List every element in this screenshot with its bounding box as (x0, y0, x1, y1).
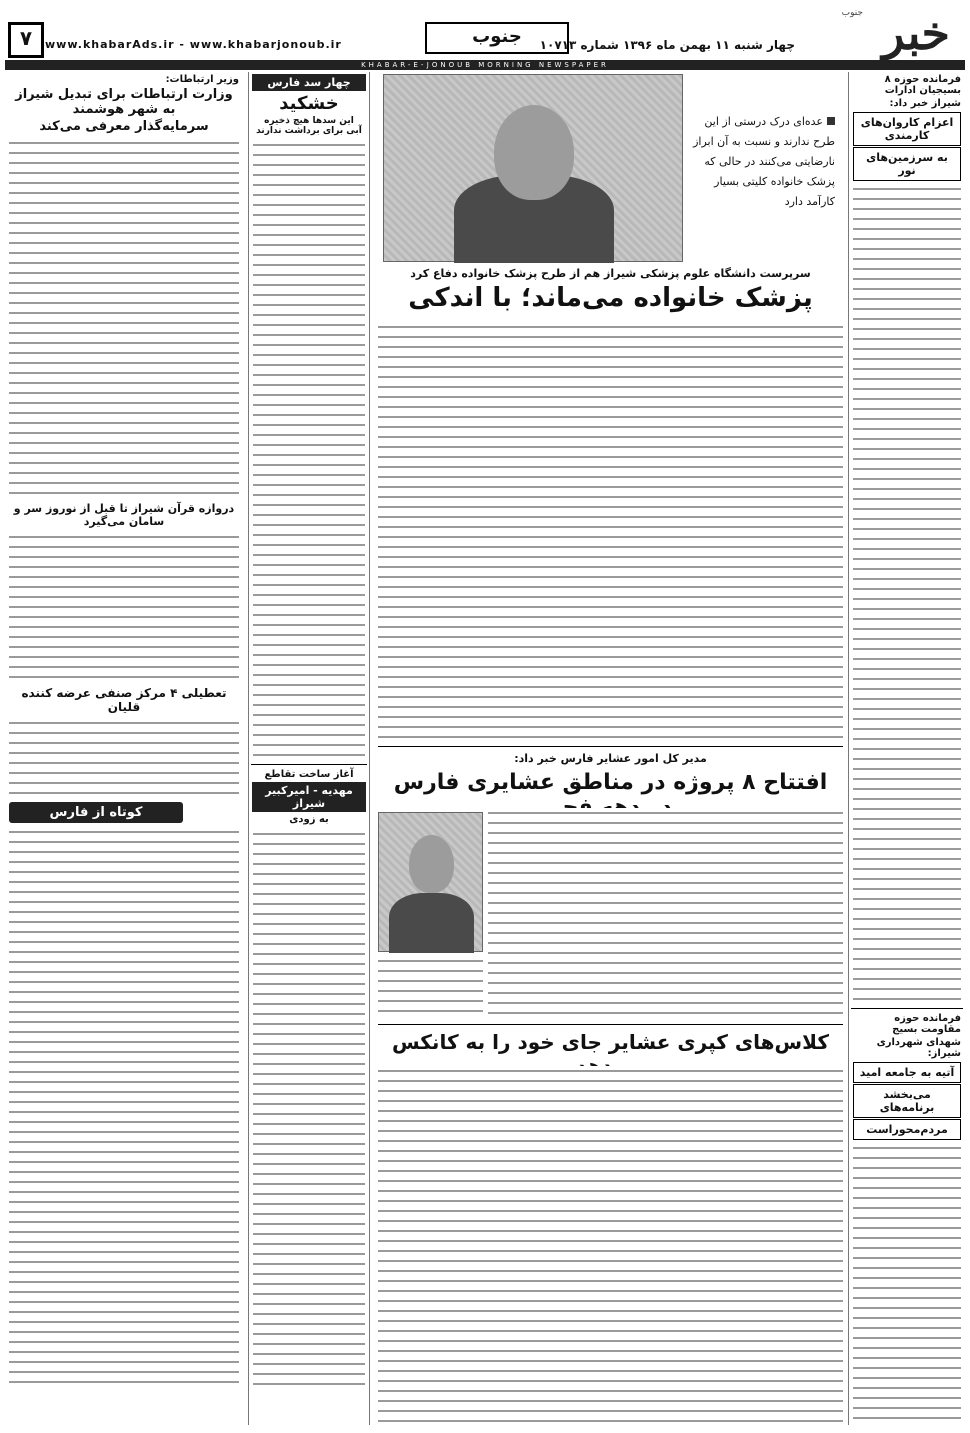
left-kicker: وزیر ارتباطات: (165, 74, 239, 85)
right-sub-kicker: شیراز خبر داد: (889, 98, 961, 109)
right-bottom-title-3: مردم‌محوراست (853, 1119, 961, 1140)
middle-bottom-title: مهدیه - امیرکبیر شیراز (252, 782, 366, 812)
middle-kicker: چهار سد فارس (252, 74, 366, 91)
website-links[interactable]: www.khabarAds.ir - www.khabarjonoub.ir (45, 38, 342, 51)
issue-date: چهار شنبه ۱۱ بهمن ماه ۱۳۹۶ شماره ۱۰۷۱۳ (539, 38, 795, 52)
left-title-1: وزارت ارتباطات برای تبدیل شیراز به شهر هوشمند (15, 87, 233, 117)
right-title-1: اعزام کاروان‌های کارمندی (853, 112, 961, 146)
short-news-label: کوتاه از فارس (9, 802, 183, 823)
left-body-text (9, 138, 239, 498)
left-body-text-4 (9, 827, 239, 1387)
section-label: جنوب (425, 22, 569, 54)
left-title-2: سرمایه‌گذار معرفی می‌کند (39, 119, 209, 134)
logo-sub: جنوب (841, 8, 863, 18)
main-kicker: سرپرست دانشگاه علوم پزشکی شیراز هم از طرح پزشک خانواده دفاع کرد (410, 267, 811, 280)
story2-body-text (488, 808, 843, 1018)
main-headline: پزشک خانواده می‌ماند؛ با اندکی (408, 283, 813, 313)
main-photo (383, 74, 683, 262)
newspaper-logo[interactable] (808, 6, 958, 61)
story2-kicker: مدیر کل امور عشایر فارس خبر داد: (514, 752, 707, 765)
middle-bottom-sub: به زودی (289, 814, 329, 825)
left-body-text-2 (9, 532, 239, 682)
right-body-text (853, 184, 961, 1004)
middle-bottom-kicker: آغاز ساخت تقاطع (264, 769, 354, 780)
story3-body-text (378, 1066, 843, 1424)
right-bottom-sub: شهدای شهرداری شیراز: (876, 1037, 961, 1059)
page-number: ۷ (8, 22, 44, 58)
divider (251, 764, 367, 765)
story2-body-text-2 (378, 956, 483, 1018)
divider (378, 1024, 843, 1025)
right-bottom-title-2: می‌بخشد برنامه‌های (853, 1084, 961, 1118)
left-column (5, 72, 243, 1425)
right-column (848, 72, 965, 1425)
pull-quote-text: عده‌ای درک درستی از این طرح ندارند و نسبت به آن ابراز نارضایتی می‌کنند در حالی که پزشک خانواده کلیتی بسیار کارآمد دارد (693, 115, 835, 208)
right-bottom-kicker: فرمانده حوزه مقاومت بسیج (892, 1013, 961, 1035)
middle-bottom-text (253, 829, 365, 1389)
left-body-text-3 (9, 718, 239, 798)
right-bottom-text (853, 1143, 961, 1425)
divider (378, 746, 843, 747)
right-title-2: به سرزمین‌های نور (853, 147, 961, 181)
middle-column (248, 72, 370, 1425)
middle-title: خشکید (279, 93, 339, 114)
banner-strip: KHABAR-E-JONOUB MORNING NEWSPAPER (5, 60, 965, 70)
main-body-text (378, 322, 843, 742)
right-bottom-title-1: آتیه به جامعه امید (853, 1062, 961, 1083)
main-story-top (378, 74, 843, 264)
story2-headline: افتتاح ۸ پروژه در مناطق عشایری فارس (393, 770, 828, 795)
pull-quote (690, 112, 835, 212)
middle-body-text (253, 140, 365, 760)
story2-photo (378, 812, 483, 952)
logo-text: خبر (882, 6, 950, 60)
divider (851, 1008, 963, 1009)
right-kicker: فرمانده حوزه ۸ بسیجیان ادارات (884, 74, 961, 96)
middle-subtitle: این سدها هیچ ذخیره آبی برای برداشت ندارند (256, 116, 362, 136)
story3-headline: کلاس‌های کپری عشایر جای خود را به کانکس (392, 1030, 829, 1054)
left-title-4: تعطیلی ۴ مرکز صنفی عرضه کننده قلیان (21, 686, 227, 714)
left-title-3: دروازه قرآن شیراز تا قبل از نوروز سر و سامان می‌گیرد (13, 502, 235, 528)
